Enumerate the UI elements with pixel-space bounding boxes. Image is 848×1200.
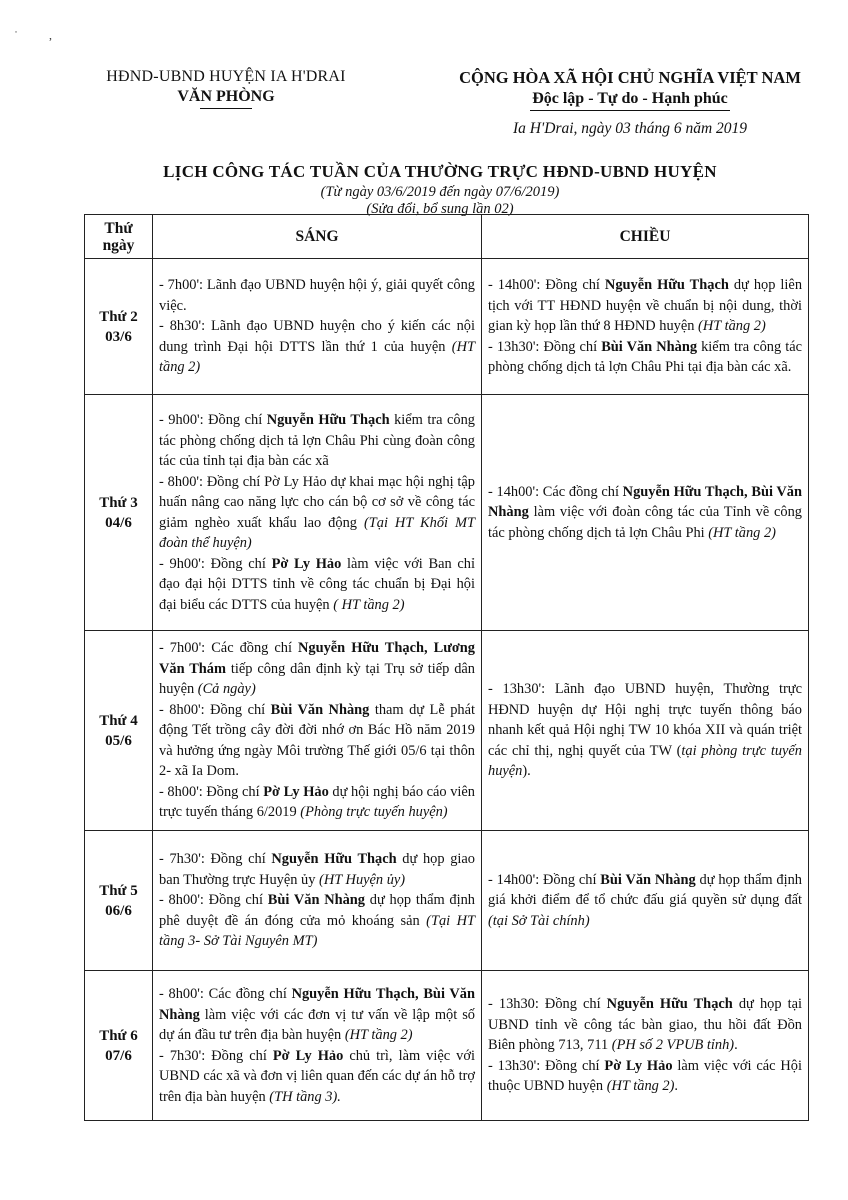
person-name: Nguyễn Hữu Thạch	[266, 412, 390, 428]
schedule-entry	[159, 890, 475, 952]
schedule-entry	[159, 849, 475, 890]
date-label: 03/6	[105, 328, 132, 345]
person-name: Bùi Văn Nhàng	[600, 871, 696, 888]
schedule-entry	[159, 554, 475, 616]
schedule-entry	[159, 638, 475, 700]
morning-cell	[153, 631, 482, 831]
afternoon-cell	[482, 831, 809, 971]
table-row	[85, 971, 809, 1121]
schedule-entry	[488, 482, 802, 544]
entry-text: - 8h00': Đồng chí Pờ Ly Hảo dự khai mạc hội nghị tập huấn nâng cao năng lực cho cán bộ cơ sở về công tác giảm nghèo xuất khẩu lao động	[159, 473, 475, 531]
entry-text: - 7h00': Các đồng chí	[159, 640, 298, 657]
national-motto: Độc lập - Tự do - Hạnh phúc	[532, 90, 728, 107]
location-note: (TH tầng 3).	[269, 1088, 341, 1105]
day-cell	[85, 259, 153, 395]
person-name: Bùi Văn Nhàng	[267, 892, 366, 909]
agency-name: HĐND-UBND HUYỆN IA H'DRAI	[106, 68, 346, 85]
motto-underline	[530, 110, 730, 111]
entry-text: - 13h30': Đồng chí	[488, 1057, 605, 1074]
republic-name: CỘNG HÒA XÃ HỘI CHỦ NGHĨA VIỆT NAM	[459, 68, 801, 87]
entry-text: - 8h00': Đồng chí	[159, 892, 268, 909]
entry-text: - 9h00': Đồng chí	[159, 412, 267, 428]
scan-speck: ˙ ,	[14, 28, 66, 42]
schedule-entry	[488, 275, 802, 337]
table-header-row	[85, 215, 809, 259]
afternoon-cell	[482, 259, 809, 395]
morning-cell	[153, 259, 482, 395]
afternoon-cell	[482, 395, 809, 631]
person-name: Pờ Ly Hảo	[271, 555, 342, 572]
location-note: (HT tầng 2)	[606, 1078, 675, 1095]
person-name: Nguyễn Hữu Thạch, Lương Văn Thám	[159, 640, 475, 677]
office-name: VĂN PHÒNG	[177, 88, 275, 105]
person-name: Nguyễn Hữu Thạch, Bùi Văn Nhàng	[488, 483, 802, 521]
issuing-agency	[96, 68, 356, 109]
location-note: (HT Huyện ủy)	[319, 871, 406, 888]
entry-text: - 14h00': Đồng chí	[488, 871, 601, 888]
weekday-label: Thứ 6	[99, 1027, 138, 1044]
person-name: Bùi Văn Nhàng	[270, 701, 370, 718]
person-name: Pờ Ly Hảo	[272, 1047, 344, 1064]
entry-text: dự họp thẩm định phê duyệt đề án đóng cửa mỏ khoáng sản	[159, 892, 475, 929]
entry-text: chủ trì, làm việc với UBND các xã và đơn vị liên quan đến các dự án hỗ trợ trên địa bàn huyện	[159, 1047, 475, 1105]
entry-text: - 7h00': Lãnh đạo UBND huyện hội ý, giải quyết công việc.	[159, 277, 475, 314]
location-note: (HT tầng 2)	[698, 318, 766, 335]
entry-text: tham dự Lễ phát động Tết trồng cây đời đời nhớ ơn Bác Hồ năm 2019 và hưởng ứng ngày Môi trường Thế giới 05/6 tại thôn 2- xã Ia Dom.	[159, 701, 475, 780]
weekday-label: Thứ 5	[99, 882, 138, 899]
table-row	[85, 259, 809, 395]
person-name: Nguyễn Hữu Thạch	[271, 851, 397, 868]
entry-text: - 8h00': Các đồng chí	[159, 986, 292, 1002]
entry-text: - 13h30: Đồng chí	[488, 996, 607, 1013]
entry-text: dự họp giao ban Thường trực Huyện ủy	[159, 851, 475, 888]
person-name: Pờ Ly Hảo	[604, 1057, 673, 1074]
entry-text: - 13h30': Lãnh đạo UBND huyện, Thường trực HĐND huyện dự Hội nghị trực tuyến thông báo nhanh kết quả Hội nghị TW 10 khóa XII và quán triệt các chỉ thị, nghị quyết của TW (	[488, 681, 802, 759]
day-cell	[85, 971, 153, 1121]
schedule-entry	[488, 337, 802, 378]
schedule-entry	[159, 472, 475, 554]
entry-text: - 8h00': Đồng chí	[159, 701, 271, 718]
table-row	[85, 831, 809, 971]
revision-note: (Sửa đổi, bổ sung lần 02)	[366, 201, 514, 217]
location-note: ( HT tầng 2)	[333, 596, 405, 613]
schedule-entry	[159, 782, 475, 823]
morning-cell	[153, 395, 482, 631]
entry-text: dự họp thẩm định giá khởi điểm để tổ chức đấu giá quyền sử dụng đất	[488, 871, 802, 909]
date-label: 07/6	[105, 1047, 132, 1064]
date-label: 05/6	[105, 732, 132, 749]
schedule-entry	[488, 994, 802, 1056]
entry-text: - 7h30': Đồng chí	[159, 851, 272, 868]
entry-text: .	[734, 1037, 738, 1054]
location-note: (HT tầng 2)	[708, 524, 776, 541]
weekday-label: Thứ 4	[99, 712, 138, 729]
date-range: (Từ ngày 03/6/2019 đến ngày 07/6/2019)	[320, 184, 560, 200]
weekday-label: Thứ 3	[99, 494, 138, 511]
day-cell	[85, 831, 153, 971]
schedule-entry	[159, 316, 475, 378]
entry-text: - 7h30': Đồng chí	[159, 1047, 273, 1064]
entry-text: làm việc với các Hội thuộc UBND huyện	[488, 1057, 802, 1095]
schedule-entry	[159, 700, 475, 782]
weekday-label: Thứ 2	[99, 308, 138, 325]
entry-text: kiểm tra công tác phòng chống dịch tả lợn Châu Phi tại địa bàn các xã.	[488, 338, 803, 376]
entry-text: dự hội nghị báo cáo viên trực tuyến tháng 6/2019	[159, 783, 475, 821]
schedule-table	[84, 214, 809, 1121]
person-name: Nguyễn Hữu Thạch	[604, 277, 729, 294]
schedule-entry	[488, 679, 802, 782]
location-note: (HT tầng 2)	[344, 1027, 413, 1043]
morning-cell	[153, 831, 482, 971]
entry-text: - 8h30': Lãnh đạo UBND huyện cho ý kiến các nội dung trình Đại hội DTTS lần thứ 1 của huyện	[159, 318, 475, 355]
header-morning: SÁNG	[153, 215, 482, 259]
schedule-entry	[159, 1046, 475, 1108]
person-name: Bùi Văn Nhàng	[601, 338, 698, 355]
location-note: tại phòng trực tuyến huyện	[488, 742, 802, 780]
entry-text: làm việc với các đơn vị tư vấn về lập một số dự án đầu tư trên địa bàn huyện	[159, 1006, 475, 1043]
day-cell	[85, 395, 153, 631]
entry-text: tiếp công dân định kỳ tại Trụ sở tiếp dân huyện	[159, 660, 475, 698]
entry-text: - 9h00': Đồng chí	[159, 555, 272, 572]
location-note: (Tại HT Khối MT đoàn thể huyện)	[159, 514, 476, 551]
entry-text: dự họp liên tịch với TT HĐND huyện về chuẩn bị nội dung, thời gian kỳ họp lần thứ 8 HĐND huyện	[488, 277, 803, 335]
header-afternoon: CHIỀU	[482, 215, 809, 259]
document-title: LỊCH CÔNG TÁC TUẦN CỦA THƯỜNG TRỰC HĐND-UBND HUYỆN	[163, 162, 717, 181]
location-note: (Tại HT tầng 3- Sở Tài Nguyên MT)	[159, 912, 475, 950]
location-note: (HT tầng 2)	[159, 338, 475, 376]
schedule-entry	[159, 410, 475, 472]
entry-text: làm việc với Ban chỉ đạo đại hội DTTS tỉnh về công tác chuẩn bị Đại hội đại biểu các DTTS của huyện	[159, 555, 475, 613]
table-row	[85, 395, 809, 631]
table-row	[85, 631, 809, 831]
location-note: (tại Sở Tài chính)	[488, 912, 590, 929]
entry-text: .	[674, 1078, 679, 1095]
entry-text: làm việc với đoàn công tác của Tỉnh về công tác phòng chống dịch tả lợn Châu Phi	[488, 504, 802, 541]
afternoon-cell	[482, 971, 809, 1121]
location-note: (Phòng trực tuyến huyện)	[300, 804, 448, 821]
schedule-body	[85, 259, 809, 1121]
person-name: Nguyễn Hữu Thạch	[606, 996, 733, 1013]
person-name: Nguyễn Hữu Thạch, Bùi Văn Nhàng	[159, 986, 476, 1023]
person-name: Pờ Ly Hảo	[263, 783, 329, 800]
document-title-block	[60, 162, 820, 218]
day-cell	[85, 631, 153, 831]
entry-text: - 14h00': Đồng chí	[488, 277, 605, 294]
location-note: (Cả ngày)	[197, 681, 256, 698]
entry-text: ).	[522, 763, 531, 780]
date-label: 06/6	[105, 902, 132, 919]
header-day: Thứ ngày	[85, 215, 153, 259]
schedule-entry	[488, 870, 802, 932]
schedule-entry	[159, 984, 475, 1046]
national-heading	[440, 68, 820, 111]
schedule-entry	[159, 275, 475, 316]
schedule-entry	[488, 1056, 802, 1097]
document-date: Ia H'Drai, ngày 03 tháng 6 năm 2019	[512, 120, 748, 137]
location-note: (PH số 2 VPUB tỉnh)	[611, 1037, 735, 1054]
office-underline	[200, 108, 252, 109]
entry-text: - 14h00': Các đồng chí	[488, 483, 623, 500]
entry-text: kiểm tra công tác phòng chống dịch tả lợn Châu Phi cùng đoàn công tác của tỉnh tại địa bàn các xã	[159, 412, 475, 469]
entry-text: - 13h30': Đồng chí	[488, 338, 602, 355]
entry-text: dự họp tại UBND tỉnh về công tác bàn giao, thu hồi đất Đồn Biên phòng 713, 711	[488, 996, 802, 1054]
entry-text: - 8h00': Đồng chí	[159, 783, 264, 800]
date-label: 04/6	[105, 514, 132, 531]
morning-cell	[153, 971, 482, 1121]
afternoon-cell	[482, 631, 809, 831]
